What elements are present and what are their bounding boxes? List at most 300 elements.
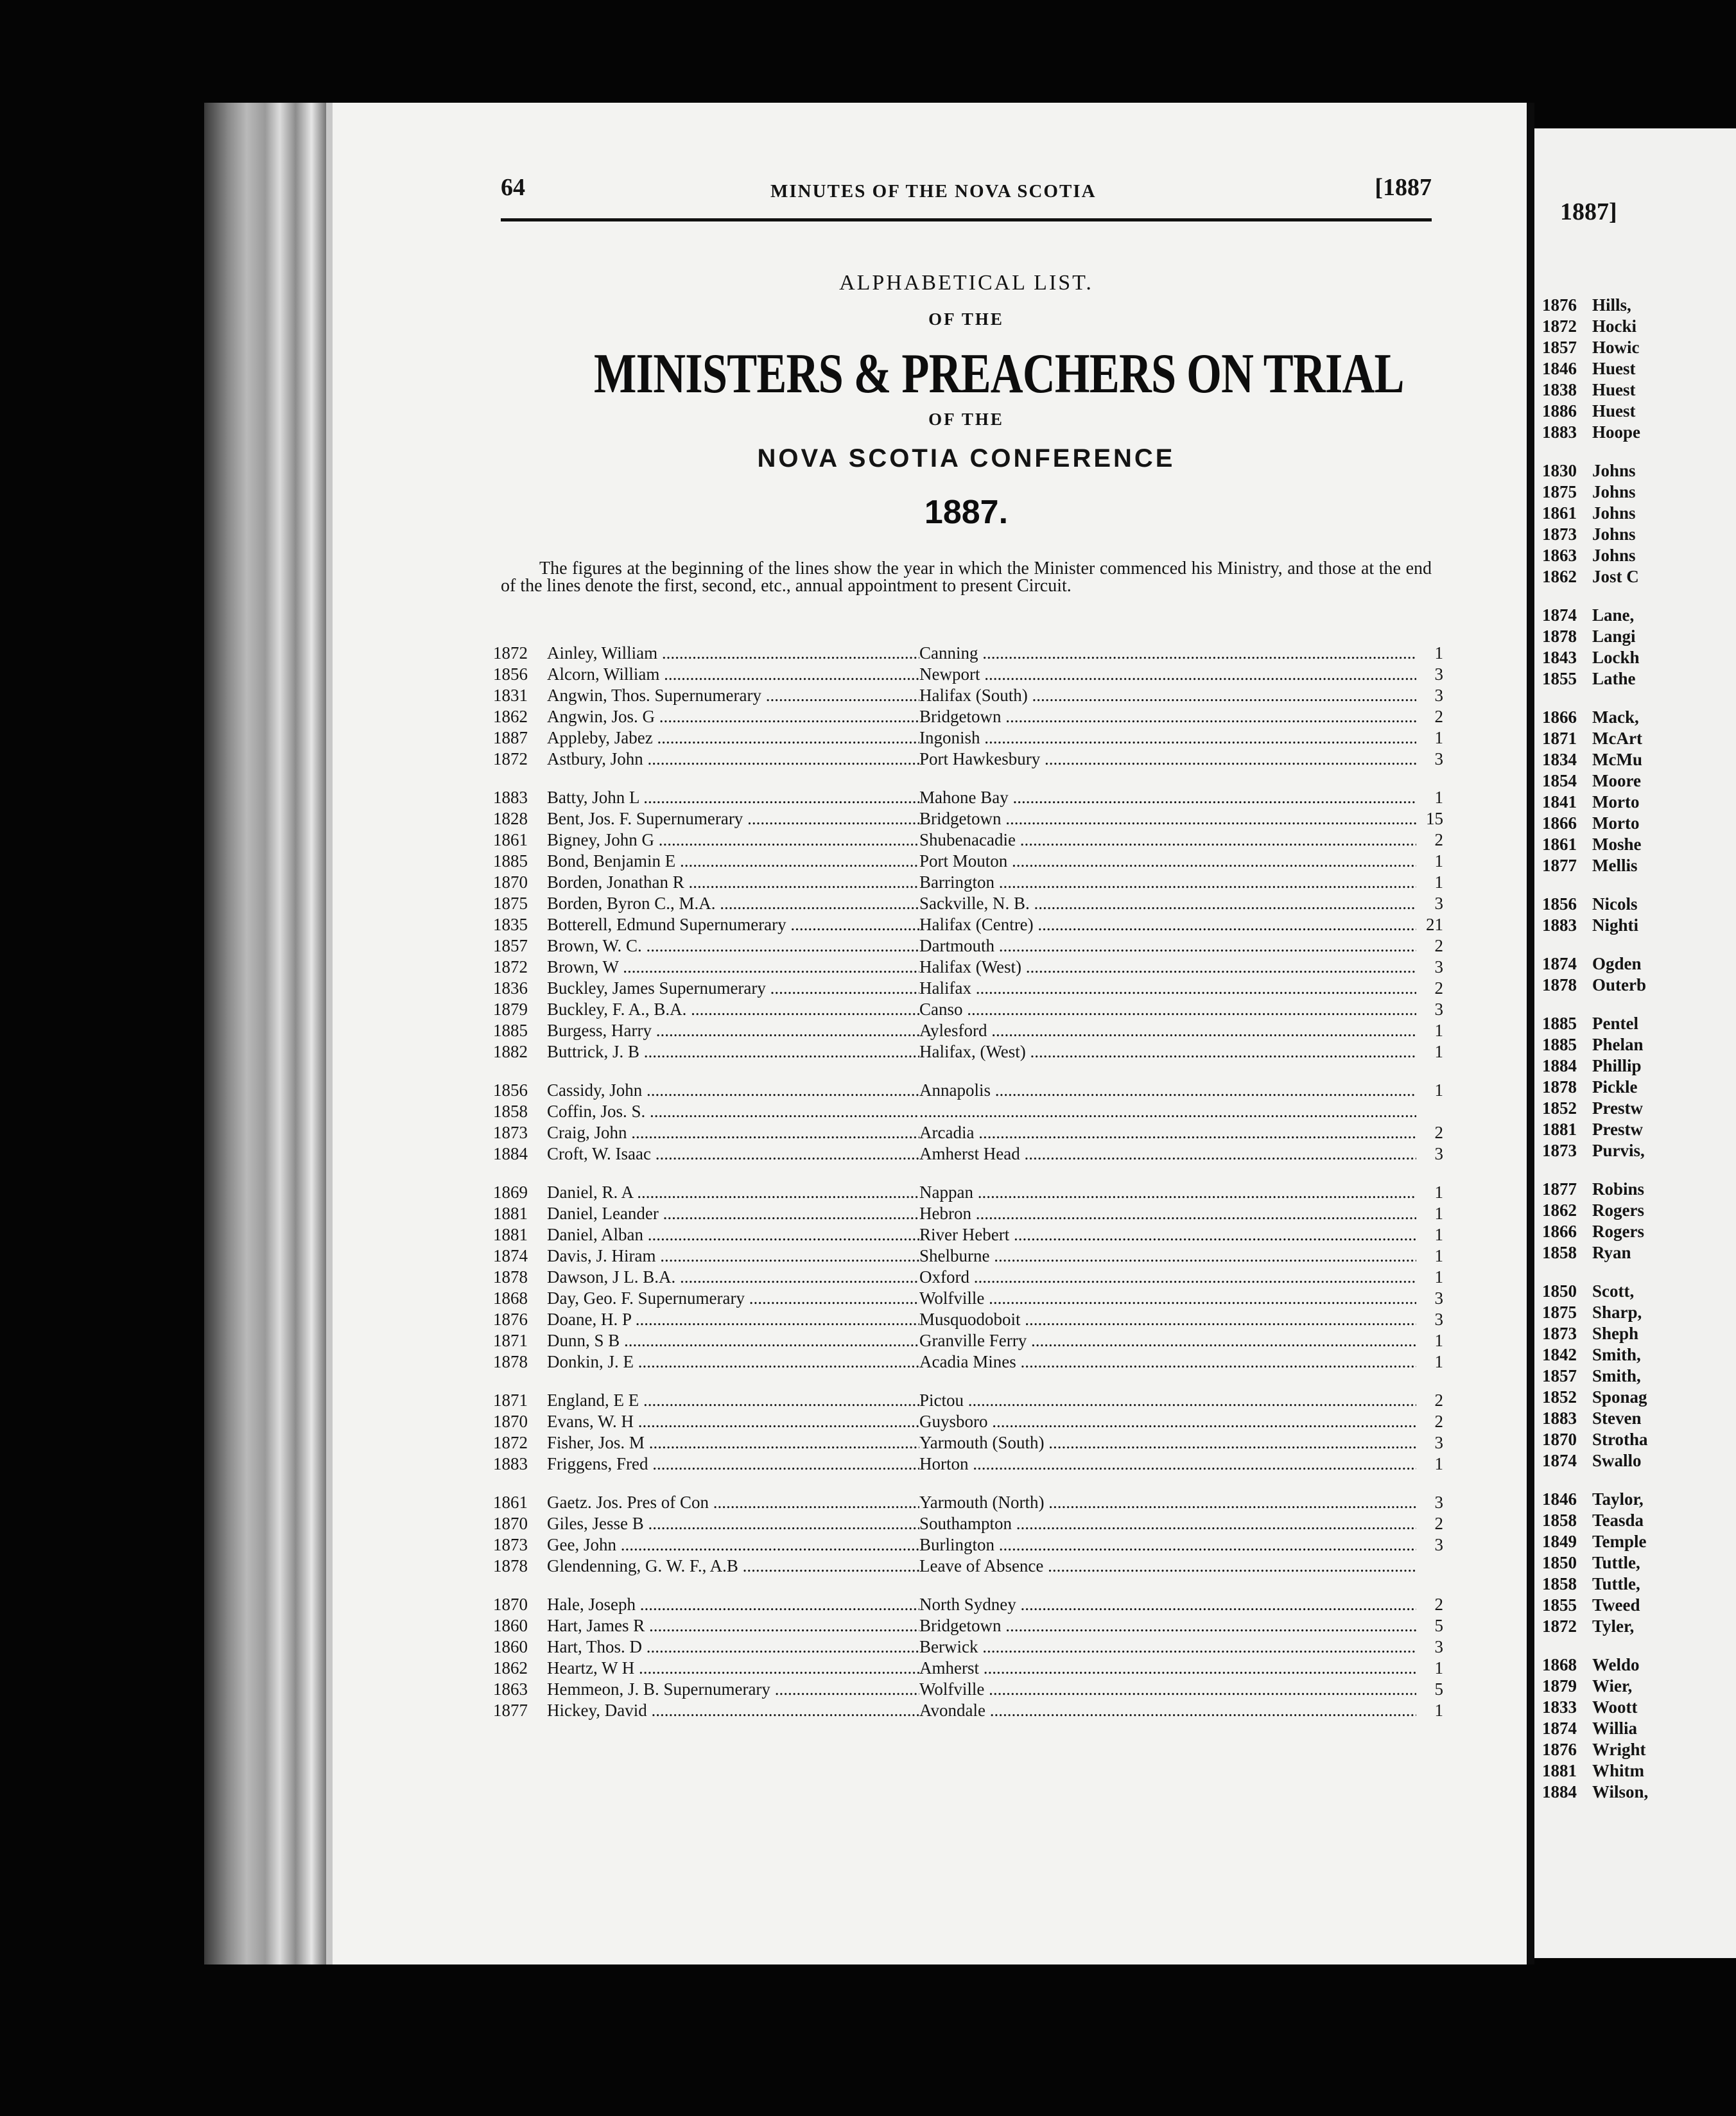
entry-appointment-count: 21 (1426, 915, 1443, 934)
entry-name: Friggens, Fred ..... (547, 1454, 919, 1474)
facing-entry-year: 1885 (1542, 1014, 1577, 1033)
entry-appointment-count: 1 (1434, 1658, 1443, 1678)
heading-main-title: MINISTERS & PREACHERS ON TRIAL (594, 343, 1404, 405)
entry-appointment-count: 3 (1434, 686, 1443, 705)
entry-name: Glendenning, G. W. F., A.B ..... (547, 1556, 919, 1576)
page-number: 64 (501, 174, 525, 201)
entry-name: Davis, J. Hiram ..... (547, 1246, 919, 1266)
entry-year: 1871 (493, 1391, 528, 1410)
facing-row (1542, 359, 1735, 380)
list-row (493, 643, 1443, 664)
entry-circuit: Southampton ..... (919, 1514, 1416, 1534)
facing-group-gap (1542, 1472, 1735, 1489)
entry-year: 1863 (493, 1679, 528, 1699)
facing-row (1542, 707, 1735, 729)
facing-entry-name: McArt (1592, 729, 1642, 748)
list-group (493, 1595, 1443, 1722)
facing-entry-year: 1850 (1542, 1553, 1577, 1572)
entry-appointment-count: 5 (1434, 1616, 1443, 1635)
facing-entry-name: Willia (1592, 1719, 1638, 1738)
entry-name: Donkin, J. E ..... (547, 1352, 919, 1372)
list-row (493, 1595, 1443, 1616)
facing-entry-name: Sheph (1592, 1324, 1639, 1343)
facing-row (1542, 1595, 1735, 1617)
facing-entry-name: Pentel (1592, 1014, 1638, 1033)
entry-year: 1871 (493, 1331, 528, 1350)
entry-name: Burgess, Harry ..... (547, 1021, 919, 1041)
entry-name: Daniel, Leander ..... (547, 1204, 919, 1224)
facing-row (1542, 1489, 1735, 1511)
facing-row (1542, 1179, 1735, 1201)
facing-row (1542, 1201, 1735, 1222)
facing-entry-name: Purvis, (1592, 1141, 1645, 1160)
facing-entry-name: Johns (1592, 503, 1636, 523)
entry-circuit: Arcadia ..... (919, 1123, 1416, 1143)
entry-circuit: Canning ..... (919, 643, 1416, 663)
facing-entry-year: 1873 (1542, 1324, 1577, 1343)
entry-circuit: Mahone Bay ..... (919, 788, 1416, 808)
entry-year: 1875 (493, 894, 528, 913)
entry-circuit: Shubenacadie ..... (919, 830, 1416, 850)
entry-appointment-count: 1 (1434, 1246, 1443, 1265)
facing-group-gap (1542, 996, 1735, 1014)
entry-appointment-count: 1 (1434, 1331, 1443, 1350)
heading-of-the: OF THE (928, 309, 1004, 329)
facing-entry-name: Huest (1592, 380, 1636, 399)
facing-group-gap (1542, 937, 1735, 954)
facing-entry-name: Hills, (1592, 295, 1631, 315)
facing-row (1542, 954, 1735, 975)
entry-appointment-count: 2 (1434, 1123, 1443, 1142)
facing-entry-name: Smith, (1592, 1345, 1641, 1364)
facing-row (1542, 648, 1735, 669)
entry-name: Gaetz. Jos. Pres of Con ..... (547, 1493, 919, 1513)
entry-name: Brown, W ..... (547, 957, 919, 977)
facing-entry-year: 1857 (1542, 338, 1577, 357)
facing-entry-year: 1833 (1542, 1697, 1577, 1717)
list-row (493, 1658, 1443, 1679)
entry-appointment-count: 1 (1434, 1225, 1443, 1244)
facing-entry-year: 1886 (1542, 401, 1577, 421)
list-row (493, 872, 1443, 894)
list-row (493, 1412, 1443, 1433)
entry-circuit: Halifax ..... (919, 978, 1416, 998)
facing-entry-year: 1875 (1542, 482, 1577, 501)
facing-row (1542, 1617, 1735, 1638)
entry-circuit: Dartmouth ..... (919, 936, 1416, 956)
facing-entry-name: Sponag (1592, 1387, 1647, 1407)
facing-row (1542, 1222, 1735, 1243)
facing-row (1542, 1782, 1735, 1803)
entry-circuit: Pictou ..... (919, 1391, 1416, 1410)
entry-year: 1873 (493, 1123, 528, 1142)
facing-row (1542, 605, 1735, 627)
list-row (493, 1493, 1443, 1514)
entry-appointment-count: 3 (1434, 749, 1443, 768)
entry-year: 1862 (493, 707, 528, 726)
book-gutter (1527, 103, 1534, 1964)
list-row (493, 1331, 1443, 1352)
entry-circuit (919, 1102, 1416, 1122)
facing-entry-year: 1872 (1542, 1617, 1577, 1636)
intro-paragraph: The figures at the beginning of the lines show the year in which the Minister commenced his Ministry, and those at the end of the lines denote the first, second, etc., annual appointment to present Circuit. (501, 559, 1432, 596)
entry-name: Day, Geo. F. Supernumerary ..... (547, 1288, 919, 1308)
entry-year: 1872 (493, 957, 528, 976)
entry-appointment-count: 2 (1434, 1391, 1443, 1410)
facing-row (1542, 915, 1735, 937)
facing-entry-year: 1842 (1542, 1345, 1577, 1364)
facing-entry-name: Huest (1592, 359, 1636, 378)
entry-year: 1881 (493, 1225, 528, 1244)
entry-circuit: Halifax (Centre) ..... (919, 915, 1416, 935)
entry-year: 1878 (493, 1556, 528, 1575)
entry-name: Croft, W. Isaac ..... (547, 1144, 919, 1164)
entry-circuit: Granville Ferry ..... (919, 1331, 1416, 1351)
facing-entry-year: 1875 (1542, 1303, 1577, 1322)
entry-appointment-count: 1 (1434, 851, 1443, 871)
facing-entry-year: 1850 (1542, 1281, 1577, 1301)
facing-entry-year: 1876 (1542, 1740, 1577, 1759)
entry-appointment-count: 3 (1434, 1535, 1443, 1554)
entry-year: 1870 (493, 1412, 528, 1431)
facing-entry-year: 1855 (1542, 1595, 1577, 1615)
entry-appointment-count: 1 (1434, 728, 1443, 747)
facing-entry-year: 1881 (1542, 1120, 1577, 1139)
list-row (493, 1204, 1443, 1225)
list-group (493, 1080, 1443, 1165)
heading-alphabetical-list: ALPHABETICAL LIST. (839, 271, 1093, 295)
entry-appointment-count: 2 (1434, 830, 1443, 849)
entry-name: Alcorn, William ..... (547, 664, 919, 684)
facing-row (1542, 975, 1735, 996)
facing-row (1542, 1532, 1735, 1553)
facing-row (1542, 750, 1735, 771)
facing-entry-year: 1883 (1542, 1409, 1577, 1428)
facing-entry-name: Rogers (1592, 1201, 1644, 1220)
facing-entry-year: 1855 (1542, 669, 1577, 688)
entry-name: England, E E ..... (547, 1391, 919, 1410)
facing-entry-year: 1838 (1542, 380, 1577, 399)
facing-entry-name: Mellis (1592, 856, 1638, 875)
entry-name: Batty, John L ..... (547, 788, 919, 808)
entry-year: 1870 (493, 1514, 528, 1533)
facing-entry-name: Morto (1592, 813, 1640, 833)
entry-circuit: Sackville, N. B. ..... (919, 894, 1416, 914)
facing-entry-name: Nighti (1592, 915, 1639, 935)
entry-name: Fisher, Jos. M ..... (547, 1433, 919, 1453)
list-row (493, 1267, 1443, 1288)
facing-entry-year: 1852 (1542, 1098, 1577, 1118)
entry-name: Dawson, J L. B.A. ..... (547, 1267, 919, 1287)
facing-entry-name: Phillip (1592, 1056, 1642, 1075)
facing-entry-year: 1883 (1542, 422, 1577, 442)
entry-year: 1862 (493, 1658, 528, 1678)
entry-year: 1868 (493, 1288, 528, 1308)
facing-row (1542, 1098, 1735, 1120)
entry-year: 1883 (493, 788, 528, 807)
list-row (493, 978, 1443, 1000)
entry-name: Hemmeon, J. B. Supernumerary ..... (547, 1679, 919, 1699)
facing-entry-name: Rogers (1592, 1222, 1644, 1241)
entry-appointment-count: 3 (1434, 957, 1443, 976)
entry-year: 1870 (493, 1595, 528, 1614)
facing-entry-name: Wier, (1592, 1676, 1633, 1695)
entry-year: 1876 (493, 1310, 528, 1329)
entry-name: Hart, Thos. D ..... (547, 1637, 919, 1657)
entry-name: Borden, Jonathan R ..... (547, 872, 919, 892)
facing-entry-name: Steven (1592, 1409, 1642, 1428)
facing-group-gap (1542, 444, 1735, 461)
facing-entry-year: 1862 (1542, 1201, 1577, 1220)
entry-circuit: Berwick ..... (919, 1637, 1416, 1657)
facing-entry-year: 1849 (1542, 1532, 1577, 1551)
entry-circuit: Port Mouton ..... (919, 851, 1416, 871)
facing-row (1542, 894, 1735, 915)
entry-circuit: Bridgetown ..... (919, 1616, 1416, 1636)
list-row (493, 1080, 1443, 1102)
facing-group-gap (1542, 690, 1735, 707)
facing-entry-year: 1878 (1542, 627, 1577, 646)
facing-entry-name: Lane, (1592, 605, 1635, 625)
entry-appointment-count: 1 (1434, 788, 1443, 807)
list-group (493, 1391, 1443, 1475)
facing-group-gap (1542, 1803, 1735, 1821)
entry-appointment-count: 3 (1434, 894, 1443, 913)
facing-entry-name: Lockh (1592, 648, 1640, 667)
entry-name: Craig, John ..... (547, 1123, 919, 1143)
facing-entry-year: 1858 (1542, 1511, 1577, 1530)
facing-entry-year: 1858 (1542, 1574, 1577, 1593)
entry-appointment-count: 3 (1434, 1000, 1443, 1019)
facing-entry-name: Taylor, (1592, 1489, 1644, 1509)
entry-circuit: Newport ..... (919, 664, 1416, 684)
list-group (493, 1183, 1443, 1373)
facing-entry-name: Tyler, (1592, 1617, 1635, 1636)
facing-row (1542, 1345, 1735, 1366)
facing-entry-year: 1862 (1542, 567, 1577, 586)
facing-entry-year: 1868 (1542, 1655, 1577, 1674)
facing-entry-name: Mack, (1592, 707, 1639, 727)
facing-row (1542, 1035, 1735, 1056)
facing-entry-name: Jost C (1592, 567, 1639, 586)
entry-circuit: Acadia Mines ..... (919, 1352, 1416, 1372)
ministers-list (493, 643, 1443, 1739)
entry-year: 1836 (493, 978, 528, 998)
facing-entry-year: 1866 (1542, 1222, 1577, 1241)
entry-appointment-count: 3 (1434, 1637, 1443, 1656)
list-row (493, 1433, 1443, 1454)
entry-name: Cassidy, John ..... (547, 1080, 919, 1100)
list-row (493, 1701, 1443, 1722)
entry-circuit: Canso ..... (919, 1000, 1416, 1019)
list-row (493, 1144, 1443, 1165)
facing-entry-year: 1830 (1542, 461, 1577, 480)
facing-row (1542, 1141, 1735, 1162)
facing-row (1542, 1281, 1735, 1303)
entry-name: Doane, H. P ..... (547, 1310, 919, 1330)
entry-appointment-count: 3 (1434, 1310, 1443, 1329)
facing-entry-name: Johns (1592, 525, 1636, 544)
entry-circuit: Nappan ..... (919, 1183, 1416, 1202)
facing-entry-year: 1834 (1542, 750, 1577, 769)
list-row (493, 1310, 1443, 1331)
entry-year: 1858 (493, 1102, 528, 1121)
facing-entry-name: Outerb (1592, 975, 1646, 994)
facing-entry-name: Sharp, (1592, 1303, 1642, 1322)
facing-page-header: 1887] (1560, 198, 1617, 225)
entry-year: 1872 (493, 643, 528, 663)
entry-appointment-count: 2 (1434, 936, 1443, 955)
entry-appointment-count: 15 (1426, 809, 1443, 828)
facing-row (1542, 1553, 1735, 1574)
facing-row (1542, 1366, 1735, 1387)
entry-appointment-count: 3 (1434, 664, 1443, 684)
facing-entry-name: Ogden (1592, 954, 1642, 973)
facing-entry-name: Swallo (1592, 1451, 1642, 1470)
entry-year: 1828 (493, 809, 528, 828)
heading-year: 1887. (924, 494, 1009, 531)
facing-entry-year: 1866 (1542, 707, 1577, 727)
facing-entry-name: Johns (1592, 482, 1636, 501)
entry-circuit: North Sydney ..... (919, 1595, 1416, 1615)
entry-year: 1870 (493, 872, 528, 892)
facing-row (1542, 1324, 1735, 1345)
facing-entry-year: 1861 (1542, 835, 1577, 854)
list-row (493, 1225, 1443, 1246)
entry-year: 1885 (493, 851, 528, 871)
list-row (493, 664, 1443, 686)
facing-entry-name: Tuttle, (1592, 1553, 1640, 1572)
running-head (501, 173, 1432, 221)
facing-entry-name: Teasda (1592, 1511, 1644, 1530)
facing-entry-year: 1874 (1542, 1451, 1577, 1470)
facing-group-gap (1542, 1264, 1735, 1281)
facing-row (1542, 422, 1735, 444)
list-row (493, 851, 1443, 872)
entry-appointment-count: 2 (1434, 1514, 1443, 1533)
entry-circuit: Aylesford ..... (919, 1021, 1416, 1041)
entry-name: Hickey, David ..... (547, 1701, 919, 1721)
facing-row (1542, 567, 1735, 588)
entry-year: 1874 (493, 1246, 528, 1265)
list-row (493, 749, 1443, 770)
entry-appointment-count: 1 (1434, 643, 1443, 663)
entry-name: Astbury, John ..... (547, 749, 919, 769)
facing-entry-year: 1877 (1542, 1179, 1577, 1199)
list-row (493, 1246, 1443, 1267)
facing-entry-year: 1858 (1542, 1243, 1577, 1262)
left-page (326, 103, 1527, 1964)
facing-row (1542, 338, 1735, 359)
entry-appointment-count: 2 (1434, 707, 1443, 726)
facing-row (1542, 1761, 1735, 1782)
facing-entry-year: 1874 (1542, 1719, 1577, 1738)
entry-appointment-count: 1 (1434, 1204, 1443, 1223)
facing-row (1542, 1120, 1735, 1141)
facing-row (1542, 1655, 1735, 1676)
entry-appointment-count: 1 (1434, 1021, 1443, 1040)
entry-appointment-count: 1 (1434, 1352, 1443, 1371)
entry-name: Daniel, R. A ..... (547, 1183, 919, 1202)
facing-row (1542, 627, 1735, 648)
facing-row (1542, 856, 1735, 877)
facing-entry-year: 1870 (1542, 1430, 1577, 1449)
facing-row (1542, 546, 1735, 567)
facing-entry-name: Tuttle, (1592, 1574, 1640, 1593)
facing-entry-year: 1884 (1542, 1056, 1577, 1075)
entry-appointment-count: 1 (1434, 1080, 1443, 1100)
running-year: [1887 (1375, 174, 1432, 201)
entry-name: Evans, W. H ..... (547, 1412, 919, 1432)
facing-entry-name: Temple (1592, 1532, 1647, 1551)
entry-name: Angwin, Thos. Supernumerary ..... (547, 686, 919, 706)
facing-group-gap (1542, 1162, 1735, 1179)
facing-entry-year: 1881 (1542, 1761, 1577, 1780)
facing-entry-year: 1846 (1542, 359, 1577, 378)
entry-circuit: Port Hawkesbury ..... (919, 749, 1416, 769)
facing-entry-name: Huest (1592, 401, 1636, 421)
entry-appointment-count: 1 (1434, 1701, 1443, 1720)
running-title: MINUTES OF THE NOVA SCOTIA (770, 181, 1097, 202)
facing-group-gap (1542, 1638, 1735, 1655)
facing-entry-name: Robins (1592, 1179, 1645, 1199)
entry-appointment-count: 5 (1434, 1679, 1443, 1699)
facing-entry-name: McMu (1592, 750, 1642, 769)
facing-entry-name: Morto (1592, 792, 1640, 811)
entry-year: 1856 (493, 1080, 528, 1100)
facing-entry-name: Wright (1592, 1740, 1646, 1759)
facing-group-gap (1542, 588, 1735, 605)
facing-entry-year: 1879 (1542, 1676, 1577, 1695)
entry-appointment-count: 1 (1434, 872, 1443, 892)
entry-name: Bigney, John G ..... (547, 830, 919, 850)
facing-entry-name: Wilson, (1592, 1782, 1649, 1801)
entry-year: 1877 (493, 1701, 528, 1720)
facing-group-gap (1542, 877, 1735, 894)
facing-entry-year: 1876 (1542, 295, 1577, 315)
facing-entry-name: Johns (1592, 546, 1636, 565)
facing-entry-name: Howic (1592, 338, 1640, 357)
facing-entry-year: 1871 (1542, 729, 1577, 748)
entry-circuit: Avondale ..... (919, 1701, 1416, 1721)
entry-year: 1856 (493, 664, 528, 684)
facing-entry-name: Weldo (1592, 1655, 1640, 1674)
facing-entry-year: 1877 (1542, 856, 1577, 875)
facing-row (1542, 1056, 1735, 1077)
facing-row (1542, 1430, 1735, 1451)
entry-name: Angwin, Jos. G ..... (547, 707, 919, 727)
facing-row (1542, 1697, 1735, 1719)
facing-entry-year: 1857 (1542, 1366, 1577, 1385)
facing-entry-year: 1861 (1542, 503, 1577, 523)
facing-entry-year: 1863 (1542, 546, 1577, 565)
facing-entry-name: Hocki (1592, 317, 1637, 336)
facing-entry-year: 1852 (1542, 1387, 1577, 1407)
list-row (493, 1535, 1443, 1556)
entry-appointment-count: 1 (1434, 1267, 1443, 1287)
entry-year: 1869 (493, 1183, 528, 1202)
list-row (493, 1514, 1443, 1535)
facing-entry-name: Lathe (1592, 669, 1636, 688)
entry-year: 1835 (493, 915, 528, 934)
facing-entry-name: Hoope (1592, 422, 1641, 442)
entry-circuit: Musquodoboit ..... (919, 1310, 1416, 1330)
facing-row (1542, 1243, 1735, 1264)
entry-name: Hart, James R ..... (547, 1616, 919, 1636)
entry-circuit: Annapolis ..... (919, 1080, 1416, 1100)
facing-entry-name: Woott (1592, 1697, 1638, 1717)
facing-row (1542, 482, 1735, 503)
